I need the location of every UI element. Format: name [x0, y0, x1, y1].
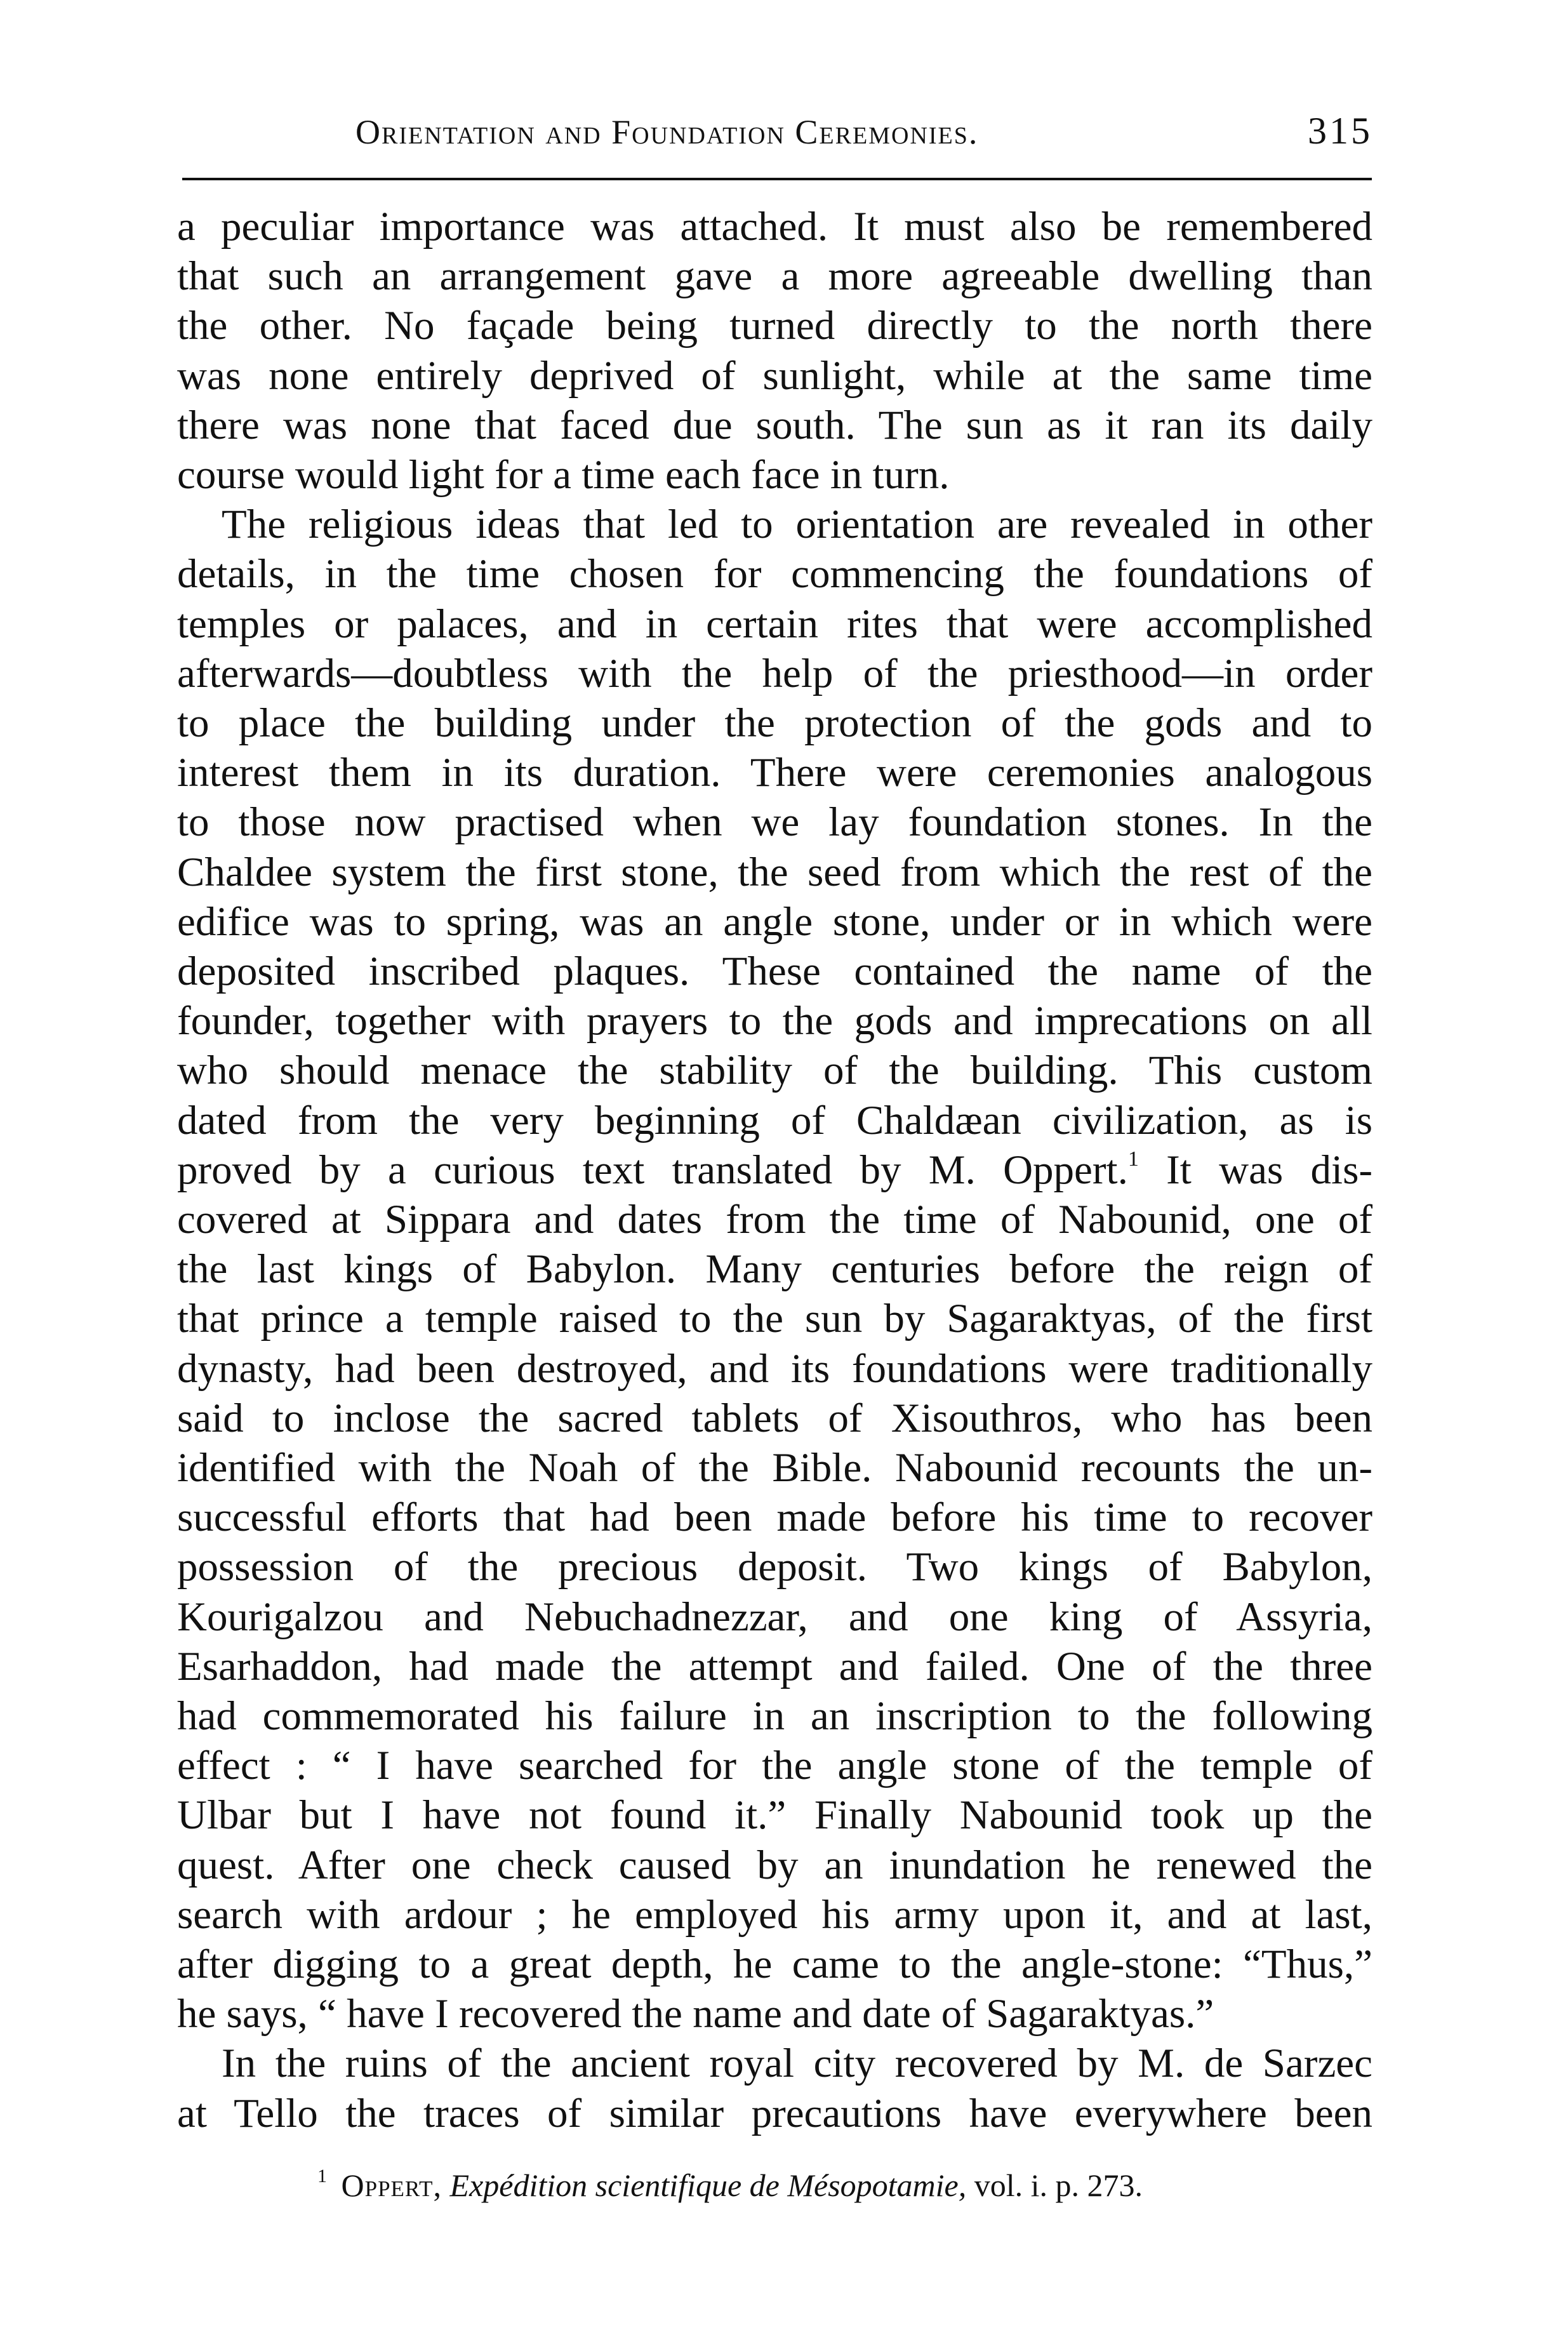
- text-line-content: Ulbar but I have not found it.” Finally Nabounid took up the: [177, 1792, 1372, 1839]
- text-line: [177, 1096, 1372, 1145]
- page-number: 315: [1308, 110, 1372, 152]
- text-line: [177, 1790, 1372, 1840]
- text-line-content: details, in the time chosen for commencing the foundations of: [177, 551, 1372, 597]
- text-line: [177, 1940, 1372, 1989]
- text-line-content: said to inclose the sacred tablets of Xisouthros, who has been: [177, 1395, 1372, 1441]
- text-line-content: dated from the very beginning of Chaldæan civilization, as is: [177, 1097, 1372, 1143]
- text-line: [177, 1642, 1372, 1691]
- text-line-content: Chaldee system the first stone, the seed from which the rest of the: [177, 849, 1372, 895]
- text-line: [177, 698, 1372, 748]
- text-line-content: temples or palaces, and in certain rites that were accomplished: [177, 601, 1372, 647]
- text-line-content: the other. No façade being turned directly to the north there: [177, 303, 1372, 349]
- text-line: [177, 401, 1372, 450]
- text-line-content: successful efforts that had been made before his time to recover: [177, 1495, 1372, 1541]
- text-line-content: dynasty, had been destroyed, and its foundations were traditionally: [177, 1345, 1372, 1392]
- text-line: [177, 1493, 1372, 1542]
- text-line: [177, 351, 1372, 401]
- text-line: [177, 996, 1372, 1046]
- text-line: [177, 1294, 1372, 1343]
- text-line-content: was none entirely deprived of sunlight, while at the same time: [177, 352, 1372, 399]
- text-line-content: interest them in its duration. There were ceremonies analogous: [177, 750, 1372, 796]
- running-head-title: Orientation and Foundation Ceremonies.: [355, 113, 979, 151]
- footnote-reference-mark: 1: [1127, 1147, 1139, 1171]
- text-line: [177, 649, 1372, 698]
- text-line-content: afterwards—doubtless with the help of the priesthood—in order: [177, 650, 1372, 696]
- text-line-content: there was none that faced due south. The sun as it ran its daily: [177, 402, 1372, 448]
- text-line-content: who should menace the stability of the building. This custom: [177, 1048, 1372, 1094]
- footnote-author: Oppert,: [341, 2168, 442, 2203]
- text-line-content: edifice was to spring, was an angle stone, under or in which were: [177, 898, 1372, 945]
- text-line-content: It was dis-: [1138, 1147, 1373, 1193]
- header-rule: [182, 178, 1372, 180]
- text-line-content: proved by a curious text translated by M. Oppert.: [177, 1147, 1128, 1193]
- text-line-content: possession of the precious deposit. Two kings of Babylon,: [177, 1544, 1372, 1590]
- footnote-marker: 1: [317, 2166, 327, 2187]
- text-line-content: identified with the Noah of the Bible. Nabounid recounts the un-: [177, 1445, 1372, 1491]
- text-line: [177, 1691, 1372, 1741]
- text-line-content: effect : “ I have searched for the angle stone of the temple of: [177, 1743, 1372, 1789]
- text-line-content: had commemorated his failure in an inscription to the following: [177, 1693, 1372, 1739]
- text-line: [177, 848, 1372, 897]
- text-line: [222, 2039, 1372, 2088]
- text-line-content: founder, together with prayers to the gods and imprecations on all: [177, 998, 1372, 1044]
- text-line: [177, 1244, 1372, 1294]
- footnote-reference: vol. i. p. 273.: [974, 2168, 1143, 2203]
- text-line: [222, 500, 1372, 549]
- text-line: [177, 450, 1372, 500]
- text-line-content: at Tello the traces of similar precautions have everywhere been: [177, 2090, 1372, 2136]
- footnote: [317, 2157, 1244, 2204]
- text-line: [177, 251, 1372, 301]
- text-line: [177, 1741, 1372, 1790]
- text-line-content: The religious ideas that led to orientation are revealed in other: [222, 502, 1372, 548]
- text-line: [177, 1443, 1372, 1493]
- text-line-content: the last kings of Babylon. Many centuries before the reign of: [177, 1246, 1372, 1293]
- text-line-content: that such an arrangement gave a more agreeable dwelling than: [177, 253, 1372, 300]
- text-line: [177, 2089, 1372, 2138]
- text-line: [177, 599, 1372, 649]
- text-line: [177, 748, 1372, 797]
- text-line-content: In the ruins of the ancient royal city recovered by M. de Sarzec: [222, 2041, 1372, 2087]
- text-line: [177, 1344, 1372, 1394]
- text-line-content: deposited inscribed plaques. These contained the name of the: [177, 949, 1372, 994]
- text-line: [177, 947, 1372, 996]
- text-line: [177, 1841, 1372, 1890]
- text-line: [177, 1592, 1372, 1642]
- text-line: [177, 1890, 1372, 1940]
- text-line: [177, 202, 1372, 251]
- text-line-content: quest. After one check caused by an inundation he renewed the: [177, 1842, 1372, 1888]
- text-line: [177, 1145, 1372, 1195]
- text-line: [177, 1394, 1372, 1443]
- text-line-content: Esarhaddon, had made the attempt and failed. One of the three: [177, 1643, 1372, 1689]
- text-line: [177, 301, 1372, 350]
- text-line-content: covered at Sippara and dates from the time of Nabounid, one of: [177, 1197, 1372, 1242]
- text-line: [177, 1046, 1372, 1095]
- text-line: [177, 1989, 1372, 2039]
- text-line: [177, 797, 1372, 847]
- text-line: [177, 1542, 1372, 1592]
- text-line-content: Kourigalzou and Nebuchadnezzar, and one king of Assyria,: [177, 1594, 1372, 1640]
- text-line-content: that prince a temple raised to the sun by Sagaraktyas, of the first: [177, 1296, 1372, 1342]
- text-line-content: to place the building under the protection of the gods and to: [177, 700, 1372, 746]
- text-line-content: he says, “ have I recovered the name and date of Sagaraktyas.”: [177, 1991, 1214, 2037]
- text-line: [177, 1195, 1372, 1244]
- text-line-content: course would light for a time each face in turn.: [177, 452, 950, 498]
- text-line-content: search with ardour ; he employed his army upon it, and at last,: [177, 1891, 1372, 1938]
- text-line-content: a peculiar importance was attached. It must also be remembered: [177, 204, 1372, 250]
- text-line: [177, 549, 1372, 599]
- text-line-content: after digging to a great depth, he came to the angle-stone: “Thus,”: [177, 1941, 1372, 1987]
- text-line: [177, 897, 1372, 947]
- footnote-title: Expédition scientifique de Mésopotamie,: [449, 2168, 967, 2203]
- text-line-content: to those now practised when we lay foundation stones. In the: [177, 799, 1372, 846]
